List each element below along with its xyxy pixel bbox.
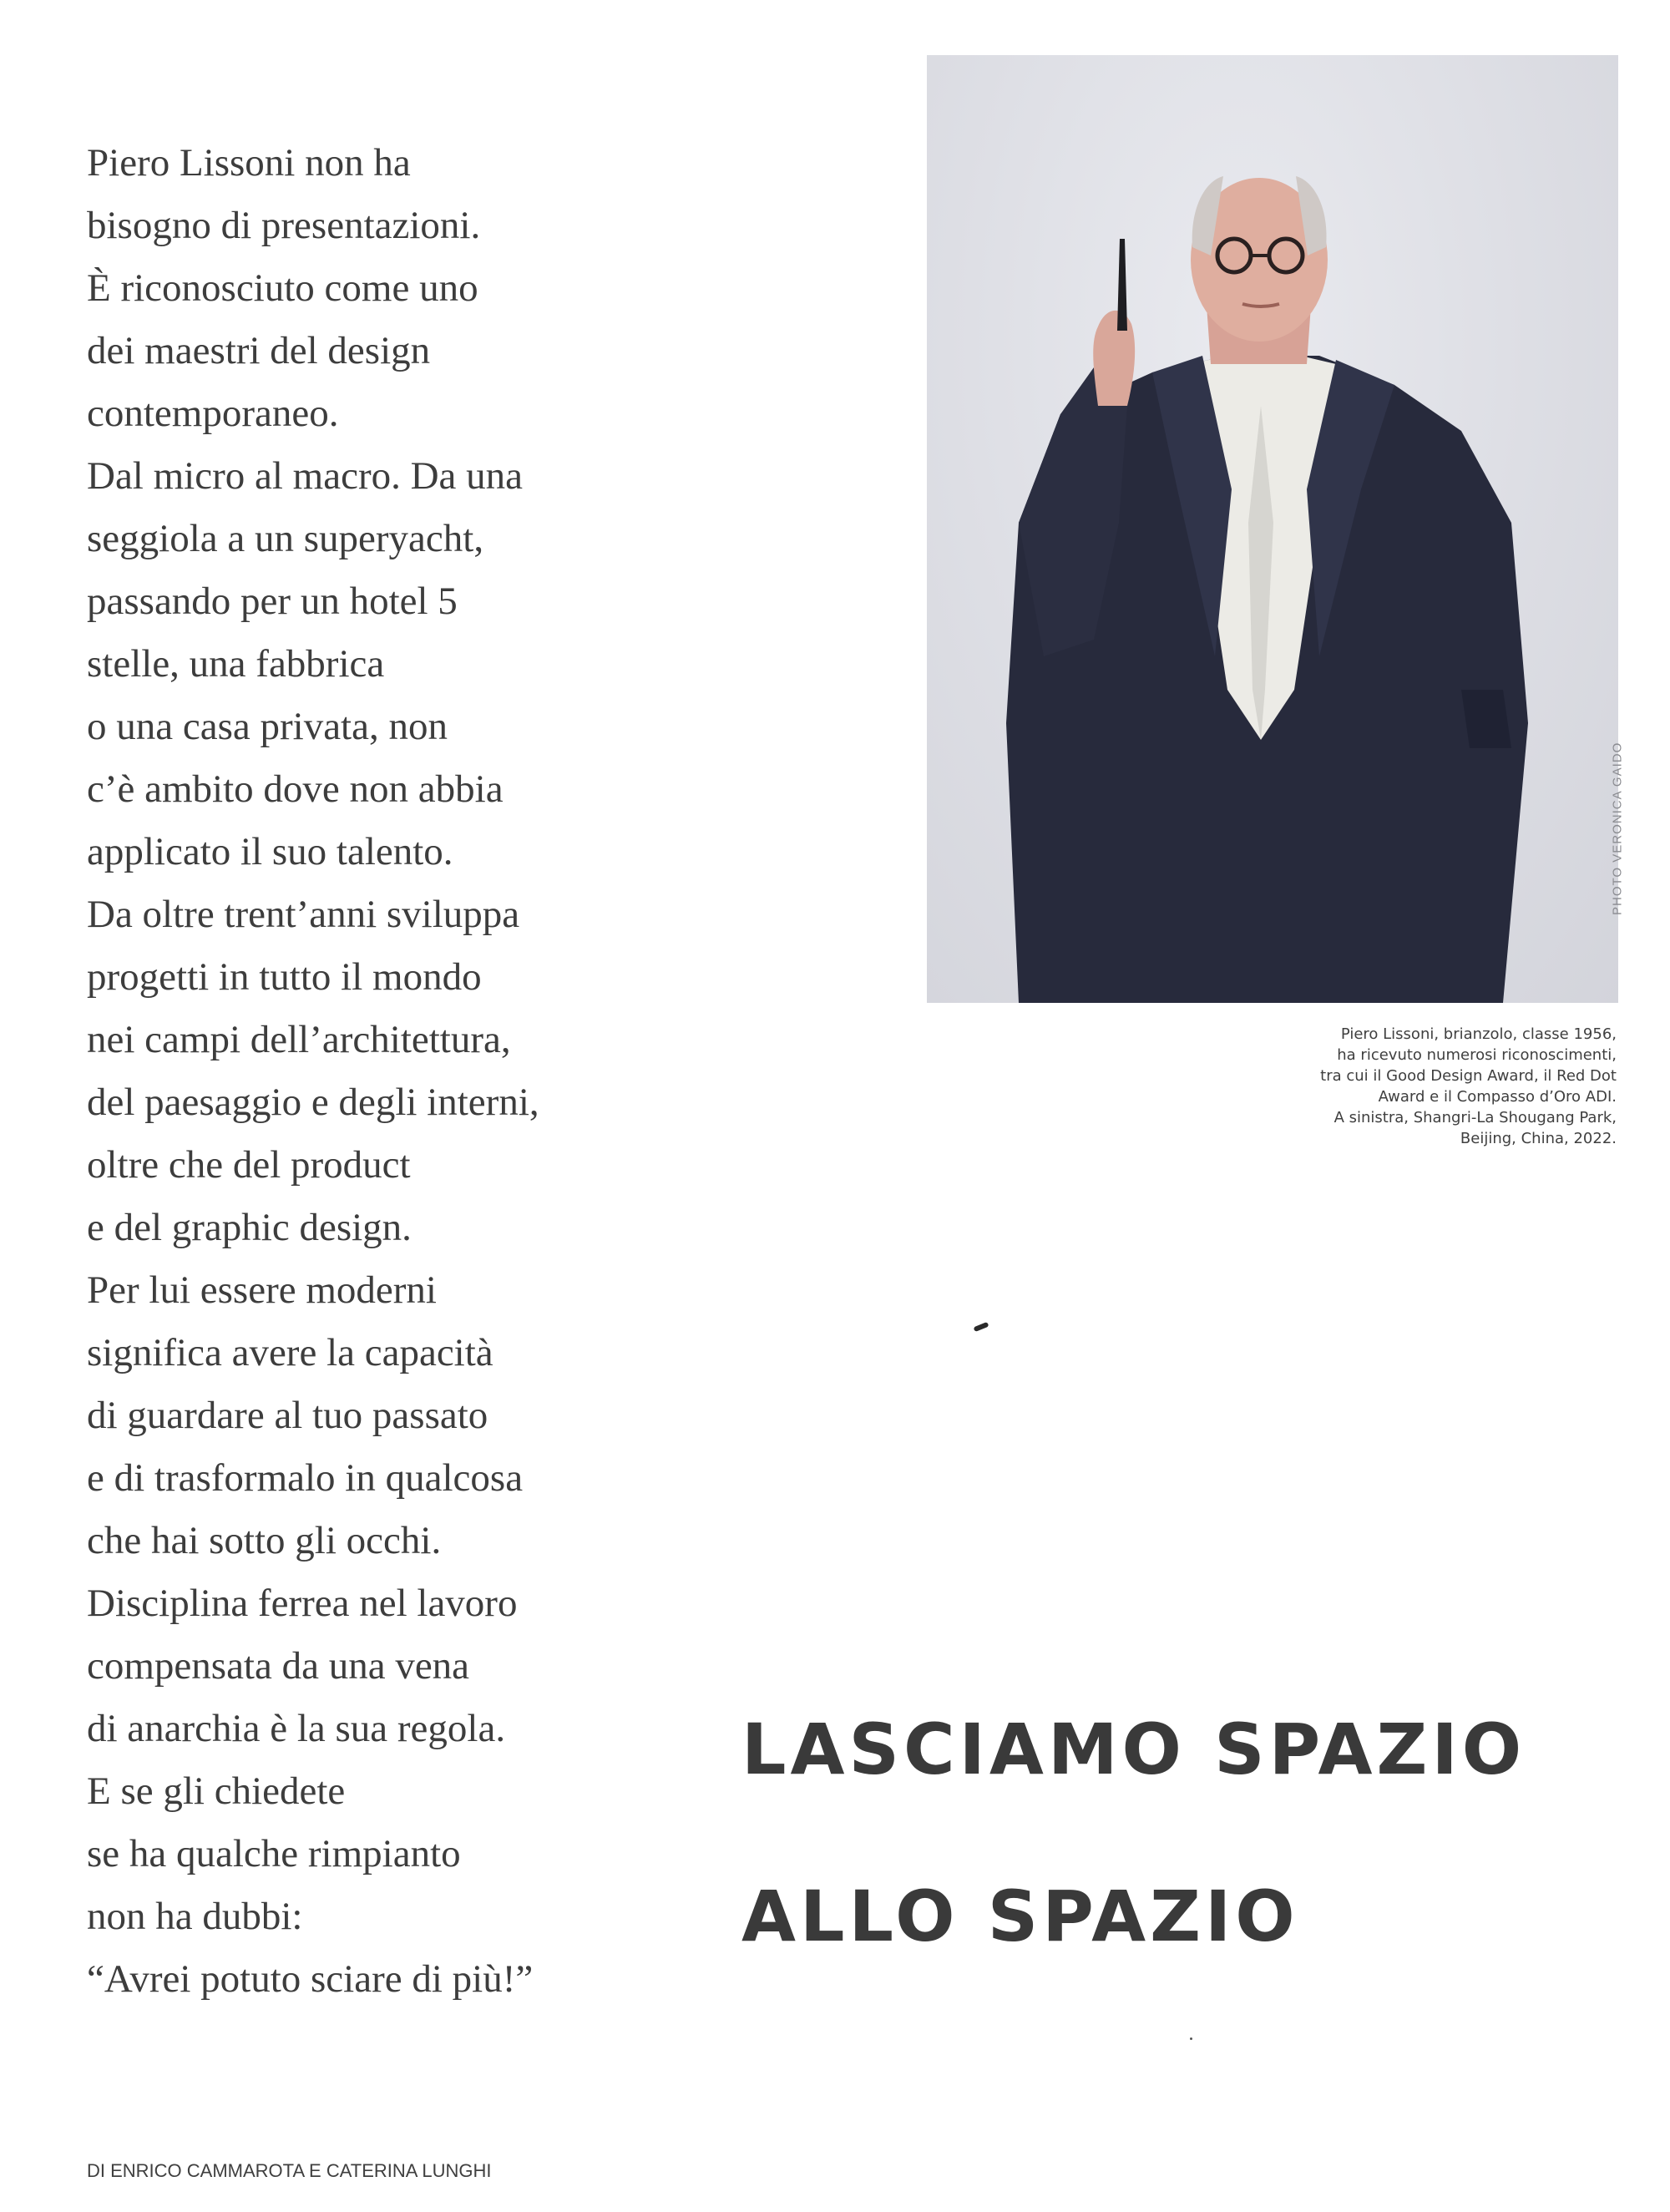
intro-line: applicato il suo talento.	[87, 830, 453, 873]
intro-line: seggiola a un superyacht,	[87, 517, 484, 560]
intro-line: Disciplina ferrea nel lavoro	[87, 1582, 518, 1625]
intro-line: È riconosciuto come uno	[87, 266, 478, 310]
photo-credit: PHOTO VERONICA GAIDO	[1610, 742, 1624, 915]
intro-line: Piero Lissoni non ha	[87, 141, 411, 185]
intro-line: se ha qualche rimpianto	[87, 1832, 461, 1875]
headline-line: ALLO SPAZIO	[741, 1875, 1299, 1957]
headline-line: LASCIAMO SPAZIO	[741, 1708, 1526, 1790]
caption-line: Piero Lissoni, brianzolo, classe 1956,	[1340, 1025, 1617, 1043]
caption-line: tra cui il Good Design Award, il Red Dot	[1320, 1067, 1617, 1085]
intro-line: significa avere la capacità	[87, 1331, 493, 1374]
intro-line: non ha dubbi:	[87, 1895, 303, 1938]
intro-line: progetti in tutto il mondo	[87, 955, 482, 999]
intro-line: stelle, una fabbrica	[87, 642, 385, 686]
intro-line: e di trasformalo in qualcosa	[87, 1456, 524, 1500]
intro-line: dei maestri del design	[87, 329, 431, 372]
intro-line: compensata da una vena	[87, 1644, 470, 1688]
portrait-illustration	[927, 55, 1618, 1003]
caption-line: Beijing, China, 2022.	[1460, 1130, 1617, 1147]
intro-line: che hai sotto gli occhi.	[87, 1519, 442, 1562]
caption-line: A sinistra, Shangri-La Shougang Park,	[1333, 1109, 1617, 1126]
print-speck	[974, 1322, 989, 1332]
intro-line: oltre che del product	[87, 1143, 411, 1187]
caption-line: Award e il Compasso d’Oro ADI.	[1378, 1088, 1617, 1106]
intro-line: “Avrei potuto sciare di più!”	[87, 1957, 534, 2001]
intro-line: contemporaneo.	[87, 392, 339, 435]
print-speck	[1190, 2037, 1192, 2040]
intro-line: di guardare al tuo passato	[87, 1394, 488, 1437]
intro-line: Da oltre trent’anni sviluppa	[87, 893, 520, 936]
photo-caption	[1182, 1024, 1617, 1149]
headline	[741, 1708, 1627, 1958]
intro-line: c’è ambito dove non abbia	[87, 767, 504, 811]
intro-text	[87, 132, 621, 2011]
intro-line: Dal micro al macro. Da una	[87, 454, 524, 498]
intro-line: bisogno di presentazioni.	[87, 204, 481, 247]
intro-line: di anarchia è la sua regola.	[87, 1707, 506, 1750]
byline: DI ENRICO CAMMAROTA E CATERINA LUNGHI	[87, 2160, 492, 2181]
intro-line: passando per un hotel 5	[87, 580, 458, 623]
intro-line: nei campi dell’architettura,	[87, 1018, 511, 1061]
intro-line: E se gli chiedete	[87, 1769, 346, 1813]
intro-line: Per lui essere moderni	[87, 1268, 437, 1312]
caption-line: ha ricevuto numerosi riconoscimenti,	[1337, 1046, 1617, 1064]
portrait-photo	[927, 55, 1624, 1003]
intro-line: del paesaggio e degli interni,	[87, 1081, 539, 1124]
intro-line: o una casa privata, non	[87, 705, 448, 748]
intro-line: e del graphic design.	[87, 1206, 412, 1249]
